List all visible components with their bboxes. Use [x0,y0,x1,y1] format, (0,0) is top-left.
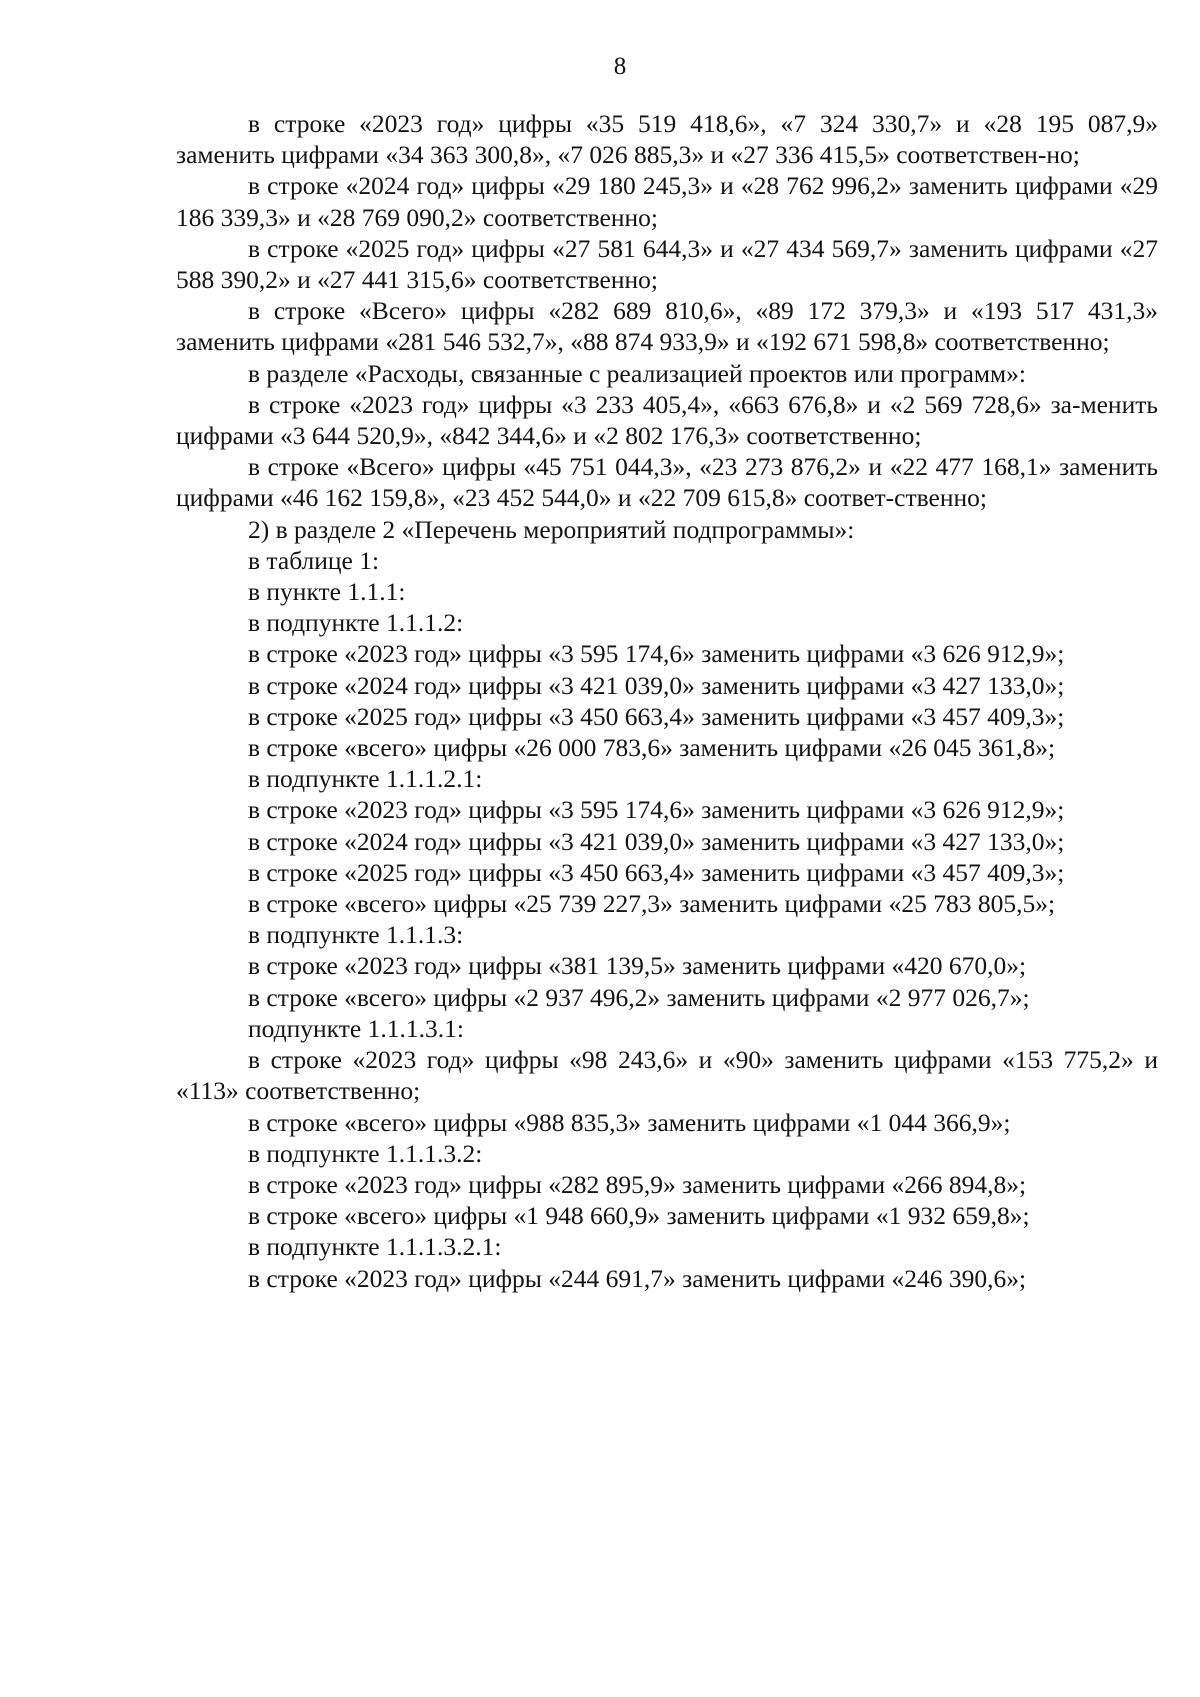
paragraph: в строке «Всего» цифры «282 689 810,6», «89 172 379,3» и «193 517 431,3» заменить цифрами «281 546 532,7», «88 874 933,9» и «192 671 598,8» соответственно; [176,296,1158,357]
paragraph: в пункте 1.1.1: [248,577,406,607]
page-number: 8 [613,53,627,80]
paragraph: в строке «2024 год» цифры «3 421 039,0» заменить цифрами «3 427 133,0»; [248,826,1065,856]
paragraph: в строке «2023 год» цифры «3 595 174,6» заменить цифрами «3 626 912,9»; [248,639,1065,669]
paragraph: в строке «всего» цифры «26 000 783,6» заменить цифрами «26 045 361,8»; [248,733,1056,763]
paragraph: в строке «2025 год» цифры «27 581 644,3» и «27 434 569,7» заменить цифрами «27 588 390,2» и «27 441 315,6» соответственно; [176,233,1158,295]
paragraph: в строке «2023 год» цифры «3 595 174,6» заменить цифрами «3 626 912,9»; [248,795,1065,825]
paragraph: в подпункте 1.1.1.3.2: [248,1138,483,1168]
paragraph: в подпункте 1.1.1.2: [248,608,464,638]
paragraph: в подпункте 1.1.1.2.1: [248,764,483,794]
paragraph: в строке «всего» цифры «25 739 227,3» заменить цифрами «25 783 805,5»; [248,889,1056,919]
paragraph: в строке «2024 год» цифры «3 421 039,0» заменить цифрами «3 427 133,0»; [248,670,1065,700]
paragraph: в строке «Всего» цифры «45 751 044,3», «23 273 876,2» и «22 477 168,1» заменить цифрами «46 162 159,8», «23 452 544,0» и «22 709 615,8» соответ-ственно; [176,452,1158,513]
paragraph: в строке «2025 год» цифры «3 450 663,4» заменить цифрами «3 457 409,3»; [248,857,1065,887]
document-body [176,108,1158,1294]
paragraph: в подпункте 1.1.1.3.2.1: [248,1232,502,1262]
paragraph: в таблице 1: [248,545,380,575]
paragraph: подпункте 1.1.1.3.1: [248,1013,464,1043]
paragraph: в строке «2023 год» цифры «381 139,5» заменить цифрами «420 670,0»; [248,951,1027,981]
paragraph: в строке «всего» цифры «1 948 660,9» заменить цифрами «1 932 659,8»; [248,1201,1030,1231]
paragraph: в строке «всего» цифры «988 835,3» заменить цифрами «1 044 366,9»; [248,1107,1011,1137]
paragraph: в строке «всего» цифры «2 937 496,2» заменить цифрами «2 977 026,7»; [248,982,1030,1012]
paragraph: в подпункте 1.1.1.3: [248,920,464,950]
paragraph: в строке «2023 год» цифры «282 895,9» заменить цифрами «266 894,8»; [248,1169,1027,1199]
paragraph: в разделе «Расходы, связанные с реализацией проектов или программ»: [248,358,1026,388]
paragraph: в строке «2023 год» цифры «98 243,6» и «90» заменить цифрами «153 775,2» и «113» соответственно; [176,1045,1158,1106]
paragraph: в строке «2023 год» цифры «3 233 405,4», «663 676,8» и «2 569 728,6» за-менить цифрами «3 644 520,9», «842 344,6» и «2 802 176,3» соответственно; [176,389,1158,451]
paragraph: 2) в разделе 2 «Перечень мероприятий подпрограммы»: [248,514,855,544]
paragraph: в строке «2024 год» цифры «29 180 245,3» и «28 762 996,2» заменить цифрами «29 186 339,3» и «28 769 090,2» соответственно; [176,171,1158,232]
paragraph: в строке «2023 год» цифры «244 691,7» заменить цифрами «246 390,6»; [248,1263,1027,1293]
paragraph: в строке «2025 год» цифры «3 450 663,4» заменить цифрами «3 457 409,3»; [248,701,1065,731]
paragraph: в строке «2023 год» цифры «35 519 418,6», «7 324 330,7» и «28 195 087,9» заменить цифрами «34 363 300,8», «7 026 885,3» и «27 336 415,5» соответствен-но; [176,109,1158,170]
